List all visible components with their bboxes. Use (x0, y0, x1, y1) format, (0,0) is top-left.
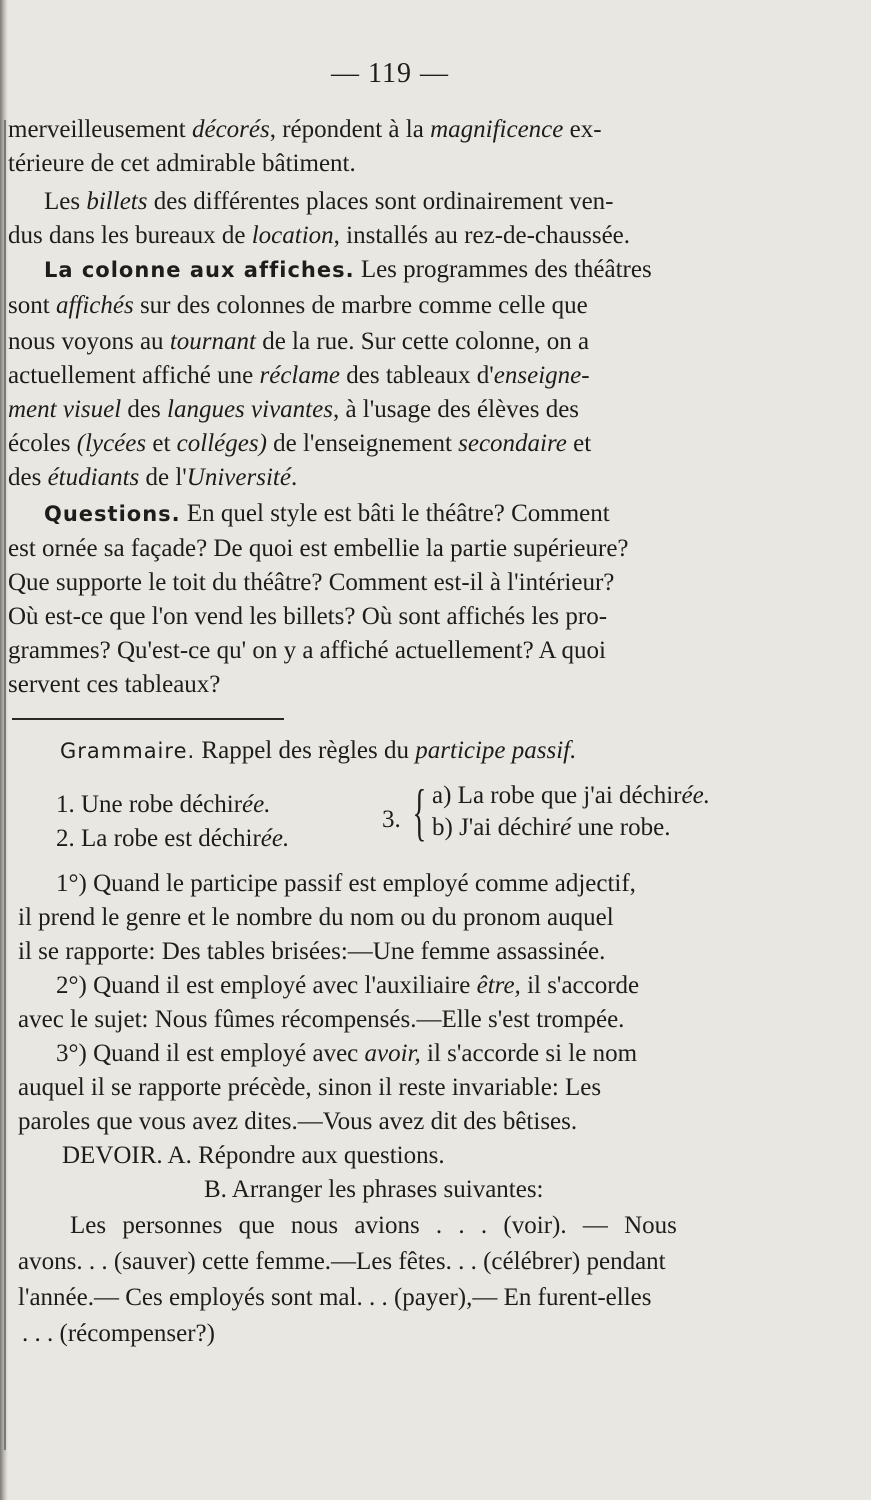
page-number: — 119 — (331, 58, 449, 89)
text-line: térieure de cet admirable bâtiment. (8, 150, 356, 177)
text-line: B. Arranger les phrases suivantes: (204, 1176, 544, 1203)
text-line: sont affichés sur des colonnes de marbre comme celle que (8, 292, 588, 319)
text-line: 1°) Quand le participe passif est employé comme adjectif, (56, 870, 636, 897)
text-line: Les billets des différentes places sont ordinairement ven- (44, 188, 614, 215)
text-line: avec le sujet: Nous fûmes récompensés.—Elle s'est trompée. (18, 1006, 625, 1033)
text-line: La colonne aux affiches. Les programmes des théâtres (44, 256, 652, 283)
text-line: merveilleusement décorés, répondent à la magnificence ex- (8, 116, 602, 143)
text-line: paroles que vous avez dites.—Vous avez dit des bêtises. (18, 1108, 578, 1135)
brace-symbol: { (412, 776, 427, 847)
text-line: nous voyons au tournant de la rue. Sur cette colonne, on a (8, 328, 590, 355)
text-line: avons. . . (sauver) cette femme.—Les fêtes. . . (célébrer) pendant (18, 1248, 666, 1275)
text-line: actuellement affiché une réclame des tableaux d'enseigne- (8, 362, 590, 389)
text-line: l'année.— Ces employés sont mal. . . (payer),— En furent-elles (18, 1284, 652, 1311)
text-line: dus dans les bureaux de location, installés au rez-de-chaussée. (8, 222, 631, 249)
text-line: DEVOIR. A. Répondre aux questions. (62, 1142, 445, 1169)
section-divider (12, 718, 284, 720)
text-line: Que supporte le toit du théâtre? Comment est-il à l'intérieur? (8, 569, 615, 596)
text-line: ment visuel des langues vivantes, à l'usage des élèves des (8, 396, 580, 423)
example-line: b) J'ai déchiré une robe. (432, 814, 671, 841)
text-line: servent ces tableaux? (8, 671, 221, 698)
text-line: Où est-ce que l'on vend les billets? Où sont affichés les pro- (8, 603, 608, 630)
text-line: auquel il se rapporte précède, sinon il reste invariable: Les (18, 1074, 602, 1101)
section-heading: Grammaire. (60, 739, 196, 763)
text-line: il prend le genre et le nombre du nom ou du pronom auquel (18, 904, 614, 931)
text-line: il se rapporte: Des tables brisées:—Une femme assassinée. (18, 938, 606, 965)
text-line: 2°) Quand il est employé avec l'auxiliaire être, il s'accorde (56, 972, 640, 999)
section-heading: La colonne aux affiches. (44, 258, 355, 282)
text-line: des étudiants de l'Université. (8, 464, 298, 491)
example-line: a) La robe que j'ai déchirée. (432, 782, 710, 809)
text-line: grammes? Qu'est-ce qu' on y a affiché actuellement? A quoi (8, 637, 606, 664)
gutter-line (4, 120, 6, 1450)
text-line: Les personnes que nous avions . . . (voir). — Nous (70, 1212, 677, 1239)
text-line: Grammaire. Rappel des règles du participe passif. (60, 737, 577, 764)
example-line: 2. La robe est déchirée. (56, 825, 290, 852)
section-heading: Questions. (44, 502, 181, 526)
text-line: est ornée sa façade? De quoi est embellie la partie supérieure? (8, 535, 629, 562)
text-line: 3°) Quand il est employé avec avoir, il s'accorde si le nom (56, 1040, 638, 1067)
example-line: 1. Une robe déchirée. (56, 791, 271, 818)
text-line: écoles (lycées et colléges) de l'enseignement secondaire et (8, 430, 592, 457)
example-number: 3. (382, 806, 401, 833)
text-line: Questions. En quel style est bâti le théâtre? Comment (44, 500, 610, 527)
text-line: . . . (récompenser?) (22, 1320, 215, 1347)
